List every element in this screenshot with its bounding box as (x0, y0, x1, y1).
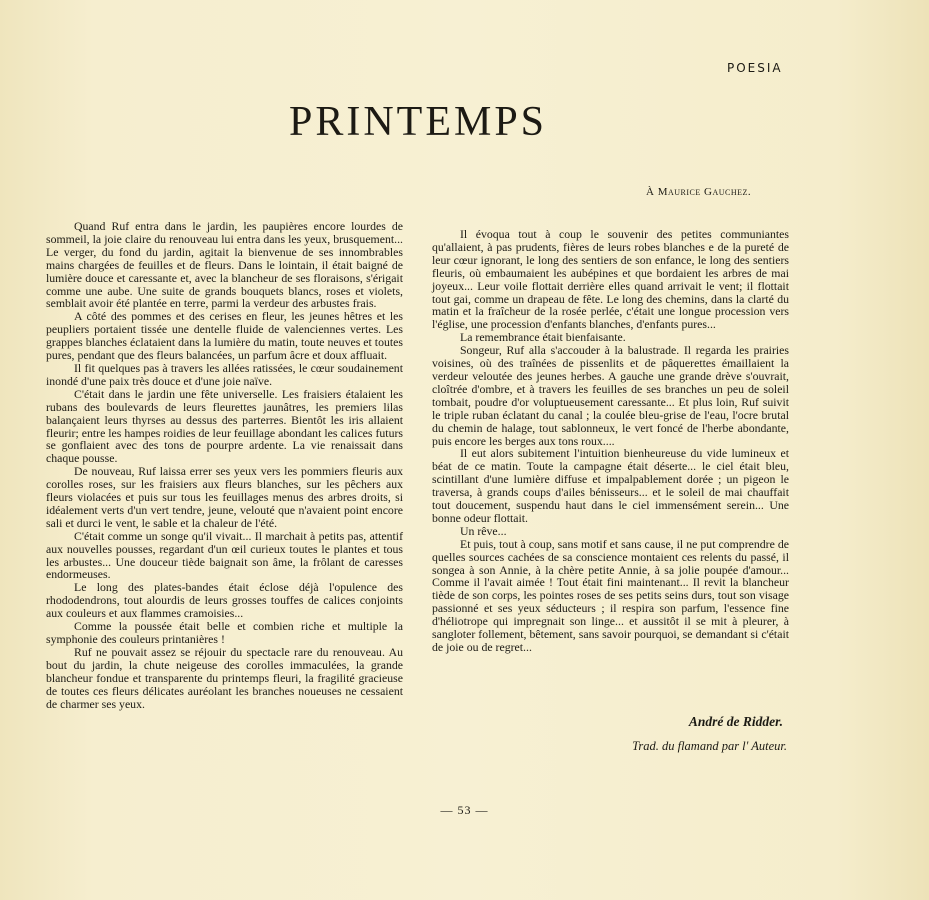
paragraph: La remembrance était bienfaisante. (460, 330, 626, 345)
translation-note: Trad. du flamand par l' Auteur. (632, 739, 787, 753)
page-title: PRINTEMPS (288, 99, 548, 145)
paragraph: Il fit quelques pas à travers les allées ratissées, le cœur soudainement inondé d'une paix très douce et d'une joie naïve. (46, 360, 403, 388)
author-signature: André de Ridder. (688, 714, 783, 729)
paragraph: Un rêve... (460, 523, 507, 538)
paragraph: Il évoqua tout à coup le souvenir des petites communiantes qu'allaient, à pas prudents, fières de leurs robes blanches e de la pureté de leur cœur ignorant, le long des sentiers de son enfance, le long des sentiers fleuris, où embaumaient les aubépines et que bordaient les arbres de mai joyeux... Leur voile flottait derrière elles quand arrivait le vent; il flottait tout gai, comme un drapeau de fête. Le long des chemins, dans la clarté du matin et la fraîcheur de la rosée perlée, c'était une longue procession vers l'église, une procession d'enfants blanches, d'enfants pures... (432, 227, 789, 332)
paragraph: Comme la poussée était belle et combien riche et multiple la symphonie des couleurs printanières ! (46, 619, 403, 646)
paragraph: Et puis, tout à coup, sans motif et sans cause, il ne put comprendre de quelles sources cachées de sa conscience montaient ces relents du passé, il songea à son Annie, à la chère petite Annie, à sa jolie poupée d'amour... Comme il l'avait aimée ! Tout était fini maintenant... Il revit la blancheur tiède de son corps, les pointes roses de ses petits seins durs, tout son visage passionné et ses yeux séducteurs ; il respira son parfum, l'essence fine d'héliotrope qui impregnait son linge... et aussitôt il se mit à pleurer, à sangloter follement, bêtement, sans savoir pourquoi, se demandant si c'était de joie ou de regret... (432, 536, 789, 654)
paragraph: Quand Ruf entra dans le jardin, les paupières encore lourdes de sommeil, la joie claire du renouveau lui entra dans les yeux, brusquement... Le verger, du fond du jardin, agitait la bienvenue de ses innombrables mains chargées de feuilles et de fleurs. Dans le lointain, il était baigné de lumière douce et caressante et, avec la blancheur de ses floraisons, s'érigait comme une aube. Une suite de grands bouquets blancs, roses et violets, semblait avoir été plantée en terre, parmi la verdeur des arbustes frais. (46, 219, 403, 311)
paragraph: Ruf ne pouvait assez se réjouir du spectacle rare du renouveau. Au bout du jardin, la chute neigeuse des corolles immaculées, la grande blancheur fondue et transparente du printemps fleuri, la fragilité gracieuse de toutes ces fleurs délicates auréolant les branches noueuses ne cessaient de charmer ses yeux. (46, 644, 403, 711)
page-number: — 53 — (440, 803, 489, 817)
paragraph: C'était dans le jardin une fête universelle. Les fraisiers étalaient les rubans des boulevards de leurs fleurettes jaunâtres, les premiers lilas balançaient leurs thyrses au dessus des parterres. Bientôt les iris allaient fleurir; entre les hampes roidies de leur feuillage abondant les calices futurs se gonflaient avec des tons de pourpre ardente. La vie renaissait dans chaque pousse. (46, 386, 403, 466)
paragraph: Le long des plates-bandes était éclose déjà l'opulence des rhododendrons, tout alourdis de leurs grosses touffes de calices conjoints aux couleurs et aux flammes cramoisies... (46, 580, 403, 621)
paragraph: A côté des pommes et des cerises en fleur, les jeunes hêtres et les peupliers portaient tissée une dentelle fluide de valenciennes vertes. Les grappes blanches éclataient dans la lumière du matin, toute neuves et toutes pures, pendant que des fleurs balancées, un parfum âcre et doux affluait. (46, 309, 403, 363)
running-head: POESIA (727, 61, 783, 75)
paragraph: C'était comme un songe qu'il vivait... Il marchait à petits pas, attentif aux nouvelles pousses, regardant d'un œil curieux toutes le plantes et tous les arbustes... Une douceur tiède baignait son âme, la frôlant de caresses endormeuses. (46, 528, 403, 582)
left-text-column (46, 220, 403, 710)
paragraph: De nouveau, Ruf laissa errer ses yeux vers les pommiers fleuris aux corolles roses, sur les fraisiers aux fleurs blanches, sur les pêchers aux fleurs violacées et puis sur tous les feuillages menus des arbres droits, si idéalement verts d'un vert tendre, jeune, velouté que n'avaient point encore sali et durci le vent, le sable et la chaleur de l'été. (46, 464, 403, 530)
right-text-column (432, 228, 789, 654)
dedication: À Maurice Gauchez. (646, 186, 752, 198)
paragraph: Il eut alors subitement l'intuition bienheureuse du vide lumineux et béat de ce matin. Toute la campagne était déserte... le ciel était bleu, scintillant d'une lumière diffuse et impalpablement dorée ; un pigeon le traversa, à grands coups d'ailes bénisseurs... et le soleil de mai chauffait tout doucement, suspendu haut dans le ciel immensément serein... Une bonne odeur flottait. (432, 446, 789, 525)
paragraph: Songeur, Ruf alla s'accouder à la balustrade. Il regarda les prairies voisines, où des traînées de pissenlits et de pâquerettes émaillaient la verdeur veloutée des jeunes herbes. A gauche une grande drève s'ouvrait, cloîtrée d'ombre, et à travers les feuilles de ses branches un peu de soleil tombait, poudre d'or voluptueusement caressante... Et plus loin, Ruf suivit le triple ruban éclatant du canal ; la coulée bleu-grise de l'eau, l'ocre brutal du chemin de halage, tout sablonneux, le vert foncé de l'herbe abondante, puis encore les berges aux tons roux.... (432, 343, 789, 448)
